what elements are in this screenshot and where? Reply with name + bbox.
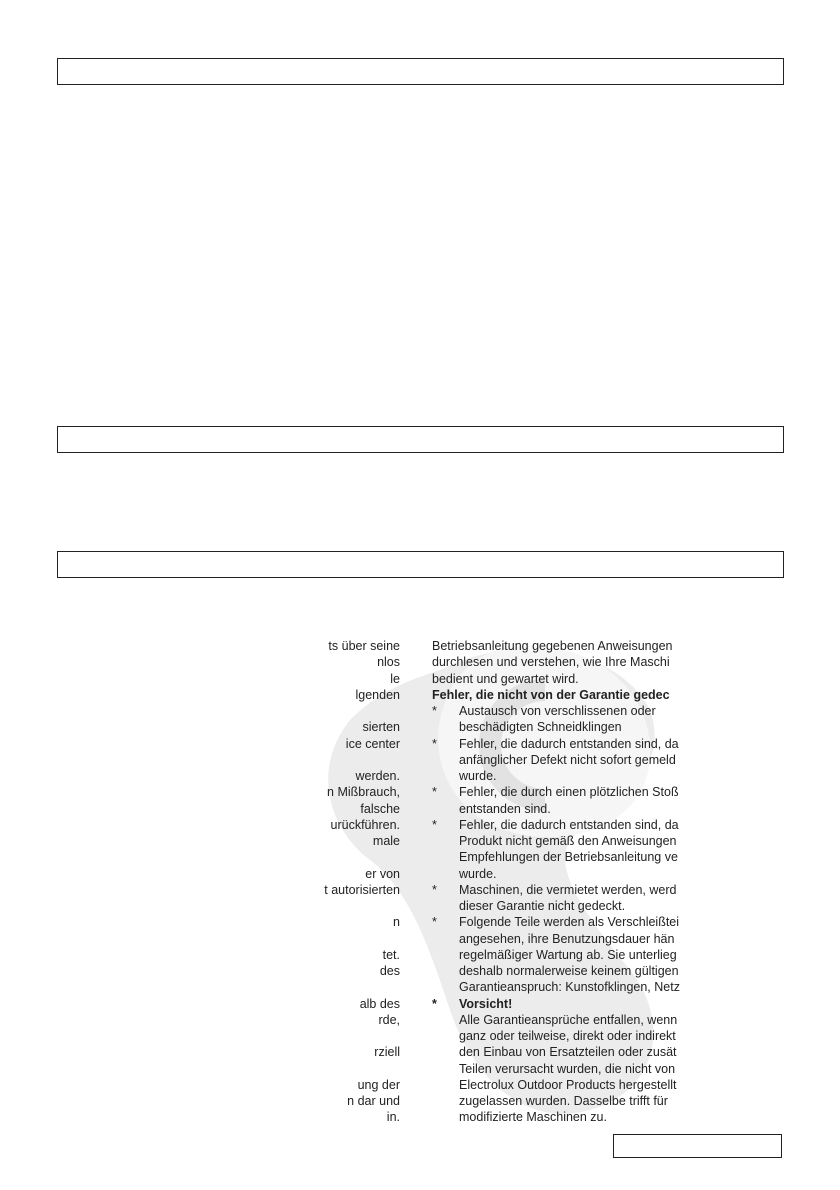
- left-text-line: male: [372, 834, 400, 848]
- right-text-line: [432, 784, 732, 800]
- right-text-content: dieser Garantie nicht gedeckt.: [459, 899, 626, 913]
- left-text-line: rziell: [374, 1045, 400, 1060]
- left-text-line: nlos: [377, 655, 400, 670]
- bullet-marker: *: [432, 817, 437, 832]
- left-text-line: [200, 752, 400, 768]
- right-text-line: [432, 849, 732, 865]
- left-text-line: [200, 1028, 400, 1044]
- bullet-marker: *: [432, 736, 437, 751]
- left-text-line: ung der: [357, 1077, 400, 1092]
- bullet-marker: *: [432, 996, 437, 1011]
- left-text-line: ts über seine: [328, 639, 400, 653]
- left-text-line: [200, 703, 400, 719]
- left-text-line: tet.: [382, 947, 400, 962]
- right-text-content: anfänglicher Defekt nicht sofort gemeld: [459, 752, 676, 767]
- bullet-marker: *: [432, 915, 437, 930]
- right-text-line: [432, 768, 732, 784]
- right-text-content: wurde.: [459, 866, 497, 881]
- left-text-line: [200, 849, 400, 865]
- right-text-content: entstanden sind.: [459, 801, 551, 816]
- bullet-marker: *: [432, 785, 437, 800]
- right-text-line: [432, 996, 732, 1012]
- left-text-line: n: [393, 915, 400, 930]
- right-text-content: Maschinen, die vermietet werden, werd: [459, 882, 677, 897]
- right-column-text: [432, 638, 732, 1126]
- right-text-content: wurde.: [459, 769, 497, 783]
- right-text-content: ganz oder teilweise, direkt oder indirekt: [459, 1029, 676, 1043]
- right-text-content: Alle Garantieansprüche entfallen, wenn: [459, 1012, 678, 1027]
- right-text-content: Folgende Teile werden als Verschleißtei: [459, 915, 680, 930]
- left-text-line: des: [379, 964, 400, 978]
- left-column-text: [200, 638, 400, 1126]
- left-text-line: ice center: [345, 736, 400, 751]
- left-text-line: er von: [365, 866, 400, 881]
- right-text-line: [432, 752, 732, 768]
- left-text-line: rde,: [378, 1012, 400, 1027]
- left-text-line: urückführen.: [330, 817, 400, 832]
- right-text-content: zugelassen wurden. Dasselbe trifft für: [459, 1094, 668, 1108]
- right-text-line: [432, 947, 732, 963]
- right-text-line: [432, 898, 732, 914]
- right-text-line: bedient und gewartet wird.: [432, 671, 579, 686]
- left-text-line: alb des: [359, 996, 400, 1011]
- left-text-line: sierten: [362, 720, 400, 735]
- left-text-line: n dar und: [347, 1094, 400, 1108]
- bullet-marker: *: [432, 882, 437, 897]
- right-text-line: [432, 914, 732, 930]
- right-text-content: regelmäßiger Wartung ab. Sie unterlieg: [459, 947, 677, 962]
- right-text-line: [432, 736, 732, 752]
- right-text-line: [432, 1077, 732, 1093]
- right-text-line: [432, 1028, 732, 1044]
- footer-box: [613, 1134, 782, 1158]
- right-text-line: [432, 719, 732, 735]
- section-header-box-3: [57, 551, 784, 578]
- left-text-line: [200, 979, 400, 995]
- right-text-line: [432, 979, 732, 995]
- right-text-line: [432, 931, 732, 947]
- right-text-line: [432, 1061, 732, 1077]
- right-text-content: angesehen, ihre Benutzungsdauer hän: [459, 931, 675, 946]
- left-text-line: n Mißbrauch,: [327, 785, 400, 800]
- left-text-line: t autorisierten: [324, 882, 400, 897]
- right-text-line: Fehler, die nicht von der Garantie gedec: [432, 687, 670, 702]
- right-text-content: beschädigten Schneidklingen: [459, 720, 622, 735]
- left-text-line: [200, 931, 400, 947]
- left-text-line: in.: [386, 1110, 400, 1125]
- right-text-line: [432, 1012, 732, 1028]
- right-text-content: deshalb normalerweise keinem gültigen: [459, 964, 679, 978]
- left-text-line: [200, 1061, 400, 1077]
- right-text-content: modifizierte Maschinen zu.: [459, 1110, 607, 1125]
- right-text-content: Fehler, die dadurch entstanden sind, da: [459, 817, 679, 832]
- right-text-line: durchlesen und verstehen, wie Ihre Maschi: [432, 655, 670, 670]
- left-text-line: [200, 898, 400, 914]
- right-text-line: [432, 963, 732, 979]
- bullet-marker: *: [432, 704, 437, 718]
- section-header-box-1: [57, 58, 784, 85]
- right-text-line: [432, 817, 732, 833]
- left-text-line: lgenden: [355, 687, 400, 702]
- right-text-line: [432, 866, 732, 882]
- right-text-line: [432, 703, 732, 719]
- left-text-line: werden.: [355, 769, 400, 783]
- right-text-line: [432, 882, 732, 898]
- right-text-content: Electrolux Outdoor Products hergestellt: [459, 1077, 677, 1092]
- right-text-content: den Einbau von Ersatzteilen oder zusät: [459, 1045, 677, 1060]
- right-text-content: Fehler, die dadurch entstanden sind, da: [459, 736, 679, 751]
- right-text-line: [432, 1109, 732, 1125]
- section-header-box-2: [57, 426, 784, 453]
- right-text-content: Fehler, die durch einen plötzlichen Stoß: [459, 785, 679, 800]
- right-text-line: [432, 1044, 732, 1060]
- right-text-line: Betriebsanleitung gegebenen Anweisungen: [432, 639, 673, 653]
- right-text-line: [432, 1093, 732, 1109]
- right-text-content: Produkt nicht gemäß den Anweisungen: [459, 834, 677, 848]
- left-text-line: falsche: [360, 801, 400, 816]
- right-text-content: Garantieanspruch: Kunstofklingen, Netz: [459, 980, 680, 995]
- right-text-content: Teilen verursacht wurden, die nicht von: [459, 1061, 676, 1076]
- right-text-content: Vorsicht!: [459, 996, 513, 1011]
- right-text-content: Empfehlungen der Betriebsanleitung ve: [459, 850, 678, 865]
- left-text-line: le: [390, 671, 400, 686]
- right-text-line: [432, 833, 732, 849]
- right-text-line: [432, 801, 732, 817]
- right-text-content: Austausch von verschlissenen oder: [459, 704, 656, 718]
